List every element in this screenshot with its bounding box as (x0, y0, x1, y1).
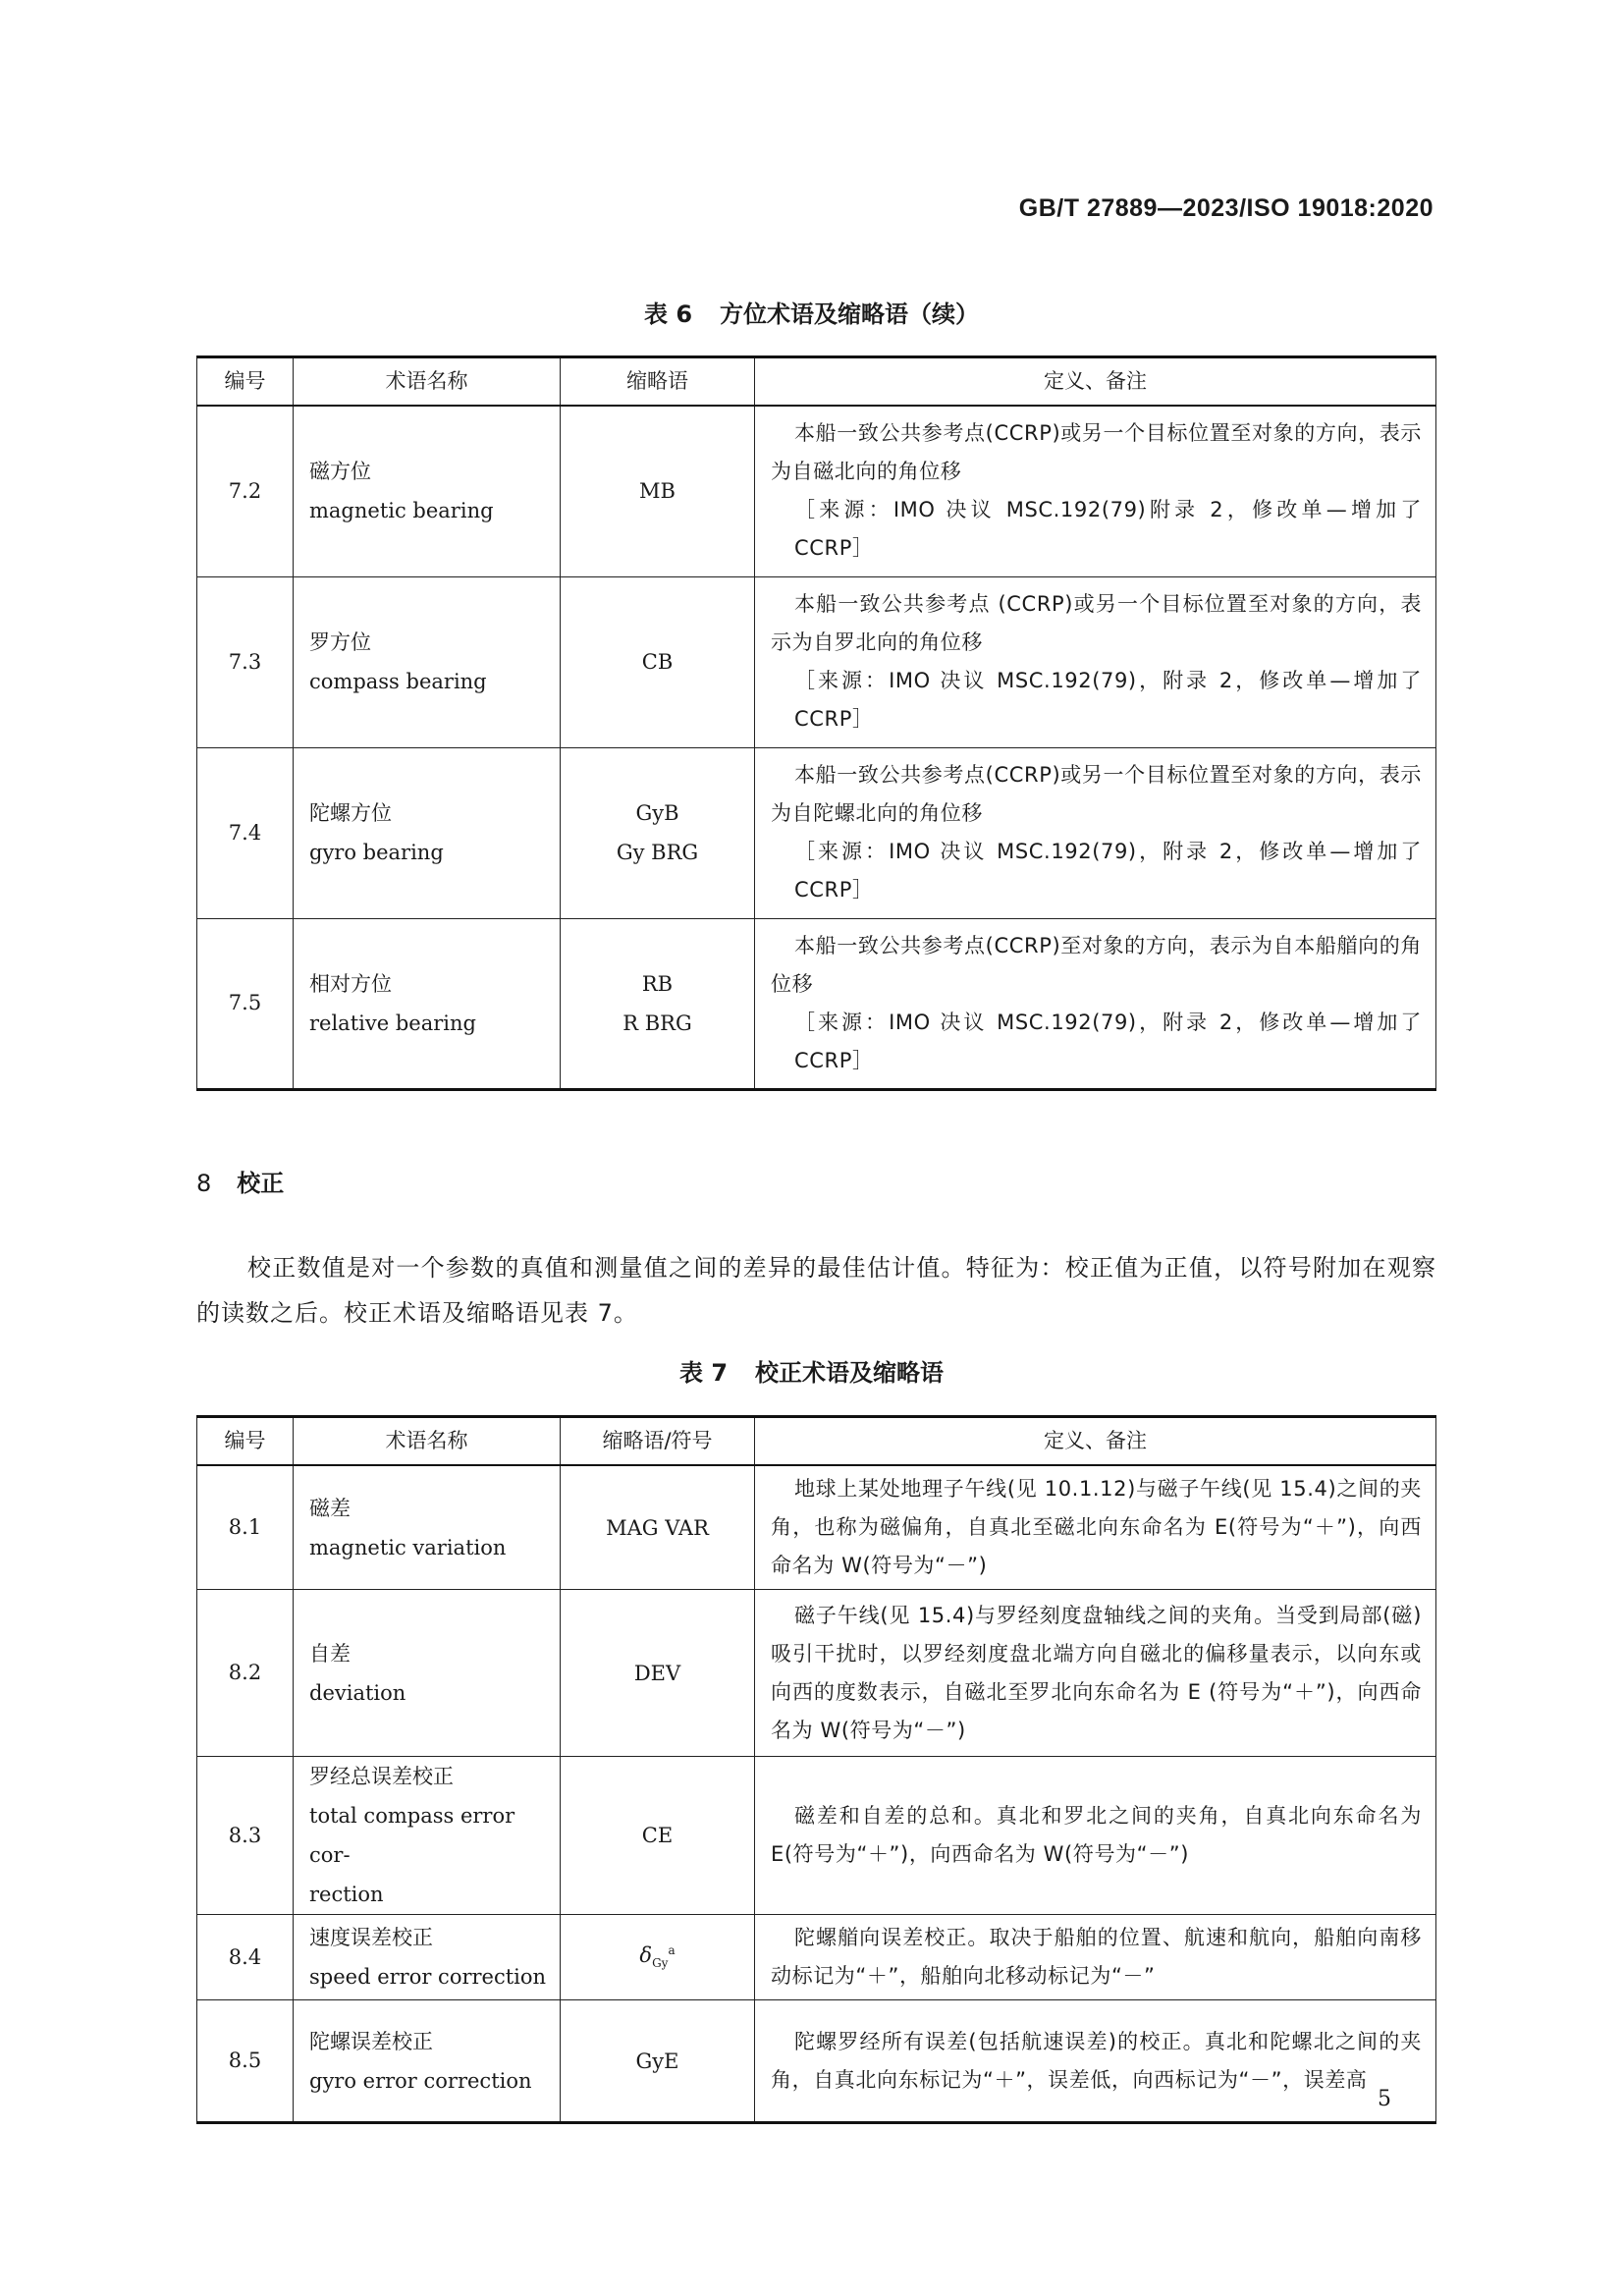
row-number: 8.4 (197, 1915, 294, 2000)
term-zh: 磁方位 (309, 460, 371, 484)
row-abbr (561, 1915, 755, 2000)
definition-text: 磁差和自差的总和。真北和罗北之间的夹角，自真北向东命名为 E(符号为“＋”)，向西命名为 W(符号为“－”) (771, 1804, 1422, 1866)
row-number: 7.4 (197, 747, 294, 918)
row-abbr (561, 918, 755, 1089)
row-definition (755, 576, 1436, 747)
term-en: gyro error correction (309, 2068, 532, 2093)
table7-header-term: 术语名称 (294, 1417, 561, 1466)
abbr: MB (639, 479, 676, 504)
abbr: CB (641, 650, 674, 674)
term-zh: 陀螺误差校正 (309, 2029, 433, 2053)
section-heading (196, 1164, 284, 1198)
row-definition (755, 1465, 1436, 1590)
section-title: 校正 (237, 1170, 285, 1197)
term-en: speed error correction (309, 1965, 547, 1989)
definition-source: ［来源：IMO 决议 MSC.192(79)，附录 2，修改单—增加了 CCRP］ (794, 1010, 1422, 1072)
section-paragraph: 校正数值是对一个参数的真值和测量值之间的差异的最佳估计值。特征为：校正值为正值，以符号附加在观察的读数之后。校正术语及缩略语见表 7。 (196, 1254, 1436, 1327)
definition-text: 陀螺罗经所有误差(包括航速误差)的校正。真北和陀螺北之间的夹角，自真北向东标记为“＋”，误差低，向西标记为“－”，误差高 (771, 2029, 1422, 2092)
row-definition (755, 1590, 1436, 1757)
delta-symbol: δ (639, 1943, 653, 1968)
term-en: gyro bearing (309, 841, 444, 864)
row-number: 8.5 (197, 2000, 294, 2123)
table-row (197, 2000, 1436, 2123)
table7-caption (0, 1353, 1623, 1388)
row-abbr: DEV (561, 1590, 755, 1757)
term-zh: 相对方位 (309, 971, 392, 996)
row-number: 7.3 (197, 576, 294, 747)
term-en-line2: rection (309, 1883, 384, 1906)
abbr: RB (641, 971, 674, 996)
row-definition (755, 747, 1436, 918)
table7-header-row (197, 1417, 1436, 1466)
row-term (294, 1915, 561, 2000)
definition-text: 本船一致公共参考点(CCRP)或另一个目标位置至对象的方向，表示为自磁北向的角位移 (771, 421, 1422, 484)
abbr: R BRG (622, 1011, 692, 1035)
footnote-marker: a (668, 1943, 676, 1958)
table-row (197, 1590, 1436, 1757)
definition-source: ［来源：IMO 决议 MSC.192(79)，附录 2，修改单—增加了 CCRP］ (794, 669, 1422, 731)
table-row (197, 576, 1436, 747)
definition-source: ［来源：IMO 决议 MSC.192(79)附录 2，修改单—增加了 CCRP］ (794, 498, 1422, 561)
table7-caption-title: 校正术语及缩略语 (755, 1359, 945, 1387)
table7-caption-number: 表 7 (678, 1359, 729, 1387)
table6-header-definition: 定义、备注 (755, 357, 1436, 407)
term-zh: 自差 (309, 1641, 351, 1666)
table-row (197, 918, 1436, 1089)
term-en: compass bearing (309, 670, 487, 693)
table-row (197, 406, 1436, 576)
row-number: 7.5 (197, 918, 294, 1089)
table7-header-number: 编号 (197, 1417, 294, 1466)
row-definition (755, 918, 1436, 1089)
definition-text: 本船一致公共参考点(CCRP)至对象的方向，表示为自本船艏向的角位移 (771, 933, 1422, 996)
table6-caption-number: 表 6 (643, 301, 693, 328)
term-zh: 罗经总误差校正 (309, 1765, 454, 1788)
row-term (294, 406, 561, 576)
definition-text: 本船一致公共参考点 (CCRP)或另一个目标位置至对象的方向，表示为自罗北向的角位移 (771, 592, 1422, 654)
definition-text: 陀螺艏向误差校正。取决于船舶的位置、航速和航向，船舶向南移动标记为“＋”，船舶向北移动标记为“－” (771, 1926, 1422, 1988)
row-number: 7.2 (197, 406, 294, 576)
row-abbr: MAG VAR (561, 1465, 755, 1590)
row-term (294, 918, 561, 1089)
term-zh: 磁差 (309, 1496, 351, 1520)
table6-header-term: 术语名称 (294, 357, 561, 407)
definition-source: ［来源：IMO 决议 MSC.192(79)，附录 2，修改单—增加了 CCRP］ (794, 840, 1422, 902)
abbr: GyB (635, 801, 679, 825)
table6-header-abbr: 缩略语 (561, 357, 755, 407)
table7-header-abbr: 缩略语/符号 (561, 1417, 755, 1466)
definition-text: 本船一致公共参考点(CCRP)或另一个目标位置至对象的方向，表示为自陀螺北向的角位移 (771, 763, 1422, 825)
term-en-line1: total compass error cor- (309, 1804, 515, 1867)
document-id: GB/T 27889—2023/ISO 19018:2020 (1018, 194, 1434, 222)
term-zh: 陀螺方位 (309, 801, 392, 825)
term-en: deviation (309, 1680, 406, 1705)
row-term (294, 1757, 561, 1915)
term-en: magnetic variation (309, 1535, 507, 1559)
table-row (197, 1757, 1436, 1915)
section-number: 8 (196, 1170, 212, 1197)
table7 (196, 1415, 1436, 2124)
term-zh: 速度误差校正 (309, 1926, 433, 1949)
row-term (294, 576, 561, 747)
term-en: magnetic bearing (309, 499, 494, 523)
row-abbr: CE (561, 1757, 755, 1915)
row-abbr (561, 406, 755, 576)
row-abbr: GyE (561, 2000, 755, 2123)
page-number: 5 (1378, 2087, 1391, 2111)
abbr: Gy BRG (616, 841, 699, 864)
row-term (294, 1465, 561, 1590)
row-term (294, 2000, 561, 2123)
table6-header-number: 编号 (197, 357, 294, 407)
definition-text: 磁子午线(见 15.4)与罗经刻度盘轴线之间的夹角。当受到局部(磁)吸引干扰时，以罗经刻度盘北端方向自磁北的偏移量表示，以向东或向西的度数表示，自磁北至罗北向东命名为 E (符号为“＋”)，向西命名为 W(符号为“－”) (771, 1603, 1422, 1742)
row-definition (755, 406, 1436, 576)
table6-caption-title: 方位术语及缩略语（续） (720, 301, 980, 328)
symbol-subscript: Gy (652, 1956, 669, 1971)
table7-header-definition: 定义、备注 (755, 1417, 1436, 1466)
row-number: 8.2 (197, 1590, 294, 1757)
row-definition (755, 2000, 1436, 2123)
table6 (196, 355, 1436, 1091)
table-row (197, 1915, 1436, 2000)
row-term (294, 747, 561, 918)
table-row (197, 1465, 1436, 1590)
row-number: 8.3 (197, 1757, 294, 1915)
table-row (197, 747, 1436, 918)
table6-header-row (197, 357, 1436, 407)
row-abbr (561, 576, 755, 747)
row-definition (755, 1757, 1436, 1915)
term-en: relative bearing (309, 1011, 476, 1035)
definition-text: 地球上某处地理子午线(见 10.1.12)与磁子午线(见 15.4)之间的夹角，也称为磁偏角，自真北至磁北向东命名为 E(符号为“＋”)，向西命名为 W(符号为“－”) (771, 1477, 1422, 1577)
row-term (294, 1590, 561, 1757)
row-number: 8.1 (197, 1465, 294, 1590)
table6-caption (0, 295, 1623, 329)
term-zh: 罗方位 (309, 630, 371, 654)
row-definition (755, 1915, 1436, 2000)
row-abbr (561, 747, 755, 918)
